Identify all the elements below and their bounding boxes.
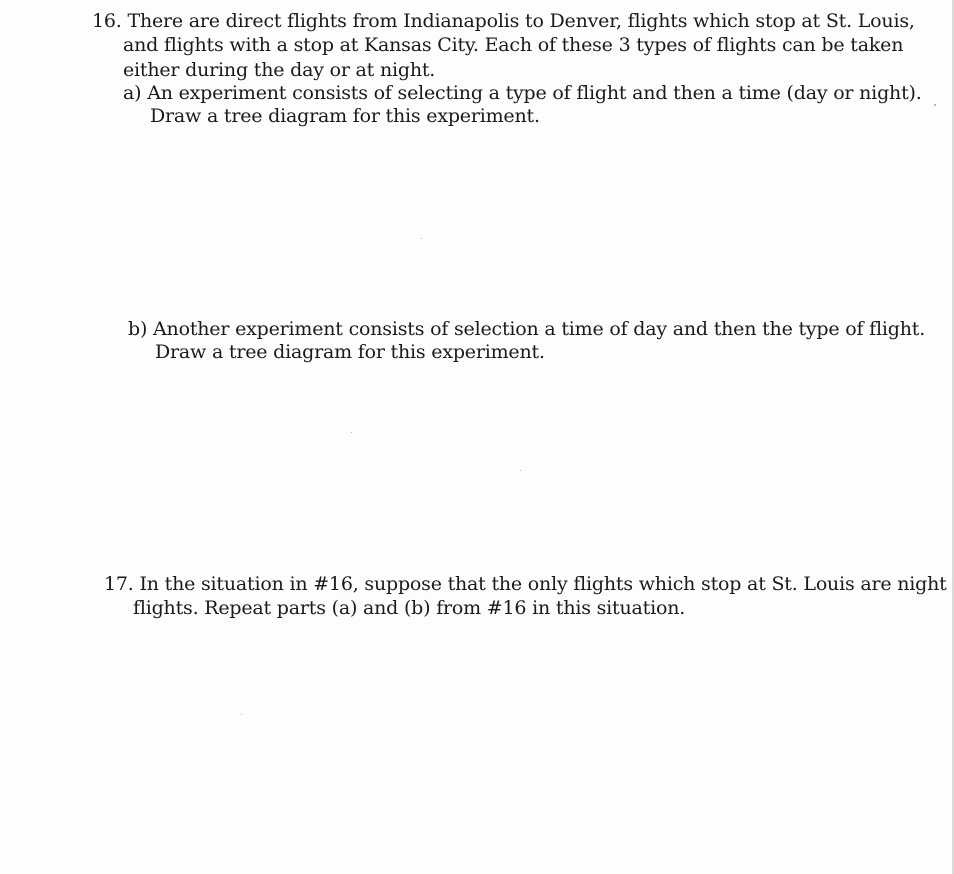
problem-16-text-1: There are direct flights from Indianapolis to Denver, flights which stop at St. Louis, (127, 10, 915, 32)
problem-16-text-2: and flights with a stop at Kansas City. Each of these 3 types of flights can be taken (123, 34, 904, 56)
scan-speck (241, 714, 242, 715)
problem-17-line-1 (104, 572, 947, 596)
problem-17-text-2: flights. Repeat parts (a) and (b) from #16 in this situation. (133, 597, 686, 619)
part-a-text-1: An experiment consists of selecting a type of flight and then a time (day or night). (147, 82, 922, 104)
part-b-text-2: Draw a tree diagram for this experiment. (155, 341, 545, 363)
problem-17-number: 17. (104, 573, 134, 595)
part-b-label: b) (128, 318, 148, 340)
part-b-text-1: Another experiment consists of selection a time of day and then the type of flight. (153, 318, 926, 340)
problem-16-text-3: either during the day or at night. (123, 59, 436, 81)
problem-16-line-1 (92, 9, 915, 33)
problem-17-text-1: In the situation in #16, suppose that the only flights which stop at St. Louis are night (139, 573, 947, 595)
part-a-label: a) (123, 82, 142, 104)
problem-16-part-b-line-1 (128, 317, 925, 341)
scan-speck (934, 104, 936, 106)
problem-16-part-a-line-1 (123, 81, 922, 105)
scan-speck (421, 238, 422, 239)
scan-speck (520, 470, 521, 471)
problem-16-number: 16. (92, 10, 122, 32)
part-a-text-2: Draw a tree diagram for this experiment. (150, 105, 540, 127)
scan-speck (351, 432, 352, 433)
